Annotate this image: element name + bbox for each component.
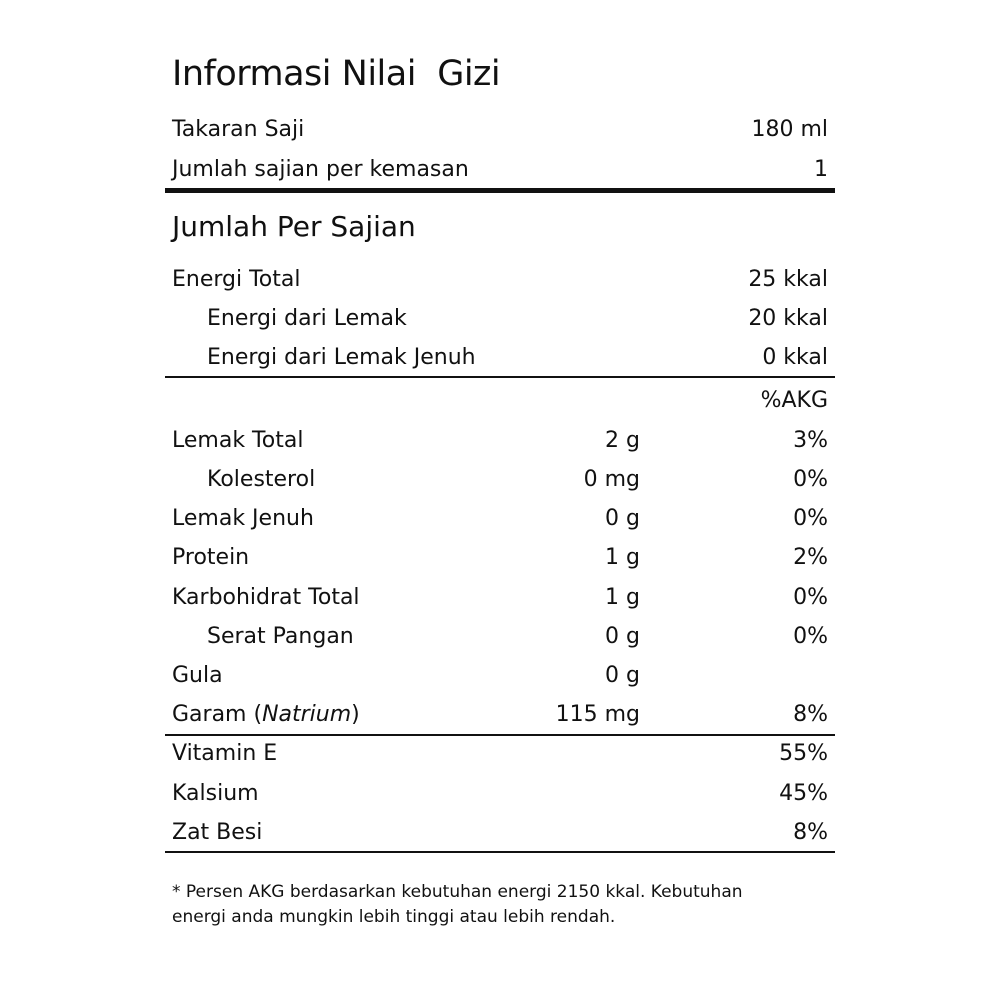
nutrient-amount: 0 mg xyxy=(583,467,640,492)
vitamin-label: Zat Besi xyxy=(172,820,263,845)
servings-per-pack-value: 1 xyxy=(814,157,828,182)
akg-column-header: %AKG xyxy=(760,388,828,413)
nutrient-akg: 8% xyxy=(793,702,828,727)
energy-value: 25 kkal xyxy=(748,267,828,292)
nutrient-akg: 2% xyxy=(793,545,828,570)
vitamin-row xyxy=(165,816,835,850)
nutrient-row xyxy=(165,424,835,458)
thick-divider xyxy=(165,188,835,193)
nutrient-amount: 0 g xyxy=(605,663,640,688)
nutrient-label: Lemak Total xyxy=(172,428,304,453)
nutrient-row xyxy=(165,581,835,615)
nutrient-akg: 0% xyxy=(793,467,828,492)
divider xyxy=(165,734,835,736)
energy-from-saturated-fat-row xyxy=(165,341,835,375)
nutrient-amount: 1 g xyxy=(605,585,640,610)
energy-value: 20 kkal xyxy=(748,306,828,331)
nutrient-akg: 0% xyxy=(793,585,828,610)
energy-total-row xyxy=(165,263,835,297)
serving-size-row xyxy=(165,113,835,147)
nutrient-label-suffix: ) xyxy=(351,702,360,727)
nutrient-amount: 1 g xyxy=(605,545,640,570)
vitamin-label: Kalsium xyxy=(172,781,259,806)
nutrient-row xyxy=(165,620,835,654)
nutrient-label xyxy=(172,698,360,732)
energy-from-fat-row xyxy=(165,302,835,336)
nutrient-amount: 0 g xyxy=(605,506,640,531)
nutrient-amount: 2 g xyxy=(605,428,640,453)
nutrient-label: Serat Pangan xyxy=(207,624,354,649)
nutrient-row xyxy=(165,502,835,536)
footnote xyxy=(172,880,832,930)
divider xyxy=(165,851,835,853)
serving-size-label: Takaran Saji xyxy=(172,117,305,142)
divider xyxy=(165,376,835,378)
serving-size-value: 180 ml xyxy=(751,117,828,142)
nutrient-row xyxy=(165,463,835,497)
vitamin-akg: 8% xyxy=(793,820,828,845)
nutrient-akg: 3% xyxy=(793,428,828,453)
nutrient-akg: 0% xyxy=(793,624,828,649)
servings-per-pack-row xyxy=(165,153,835,187)
label-title: Informasi Nilai Gizi xyxy=(172,54,501,94)
nutrient-label: Protein xyxy=(172,545,250,570)
nutrient-label-prefix: Garam ( xyxy=(172,702,263,727)
nutrient-label: Kolesterol xyxy=(207,467,316,492)
energy-label: Energi dari Lemak xyxy=(207,306,407,331)
per-serving-heading: Jumlah Per Sajian xyxy=(172,210,416,243)
nutrient-amount: 115 mg xyxy=(555,702,640,727)
footnote-line: energi anda mungkin lebih tinggi atau lebih rendah. xyxy=(172,907,616,927)
akg-header-row xyxy=(165,384,835,418)
nutrient-label: Gula xyxy=(172,663,223,688)
nutrient-akg: 0% xyxy=(793,506,828,531)
nutrient-label-italic: Natrium xyxy=(262,702,352,727)
nutrient-label: Lemak Jenuh xyxy=(172,506,314,531)
vitamin-row xyxy=(165,777,835,811)
energy-value: 0 kkal xyxy=(762,345,828,370)
nutrient-row xyxy=(165,659,835,693)
energy-label: Energi dari Lemak Jenuh xyxy=(207,345,476,370)
nutrient-row xyxy=(165,541,835,575)
footnote-line: * Persen AKG berdasarkan kebutuhan energi 2150 kkal. Kebutuhan xyxy=(172,882,743,902)
nutrient-row xyxy=(165,698,835,732)
vitamin-akg: 45% xyxy=(779,781,828,806)
energy-label: Energi Total xyxy=(172,267,301,292)
servings-per-pack-label: Jumlah sajian per kemasan xyxy=(172,157,469,182)
vitamin-label: Vitamin E xyxy=(172,741,278,766)
vitamin-akg: 55% xyxy=(779,741,828,766)
nutrient-amount: 0 g xyxy=(605,624,640,649)
vitamin-row xyxy=(165,737,835,771)
nutrient-label: Karbohidrat Total xyxy=(172,585,360,610)
